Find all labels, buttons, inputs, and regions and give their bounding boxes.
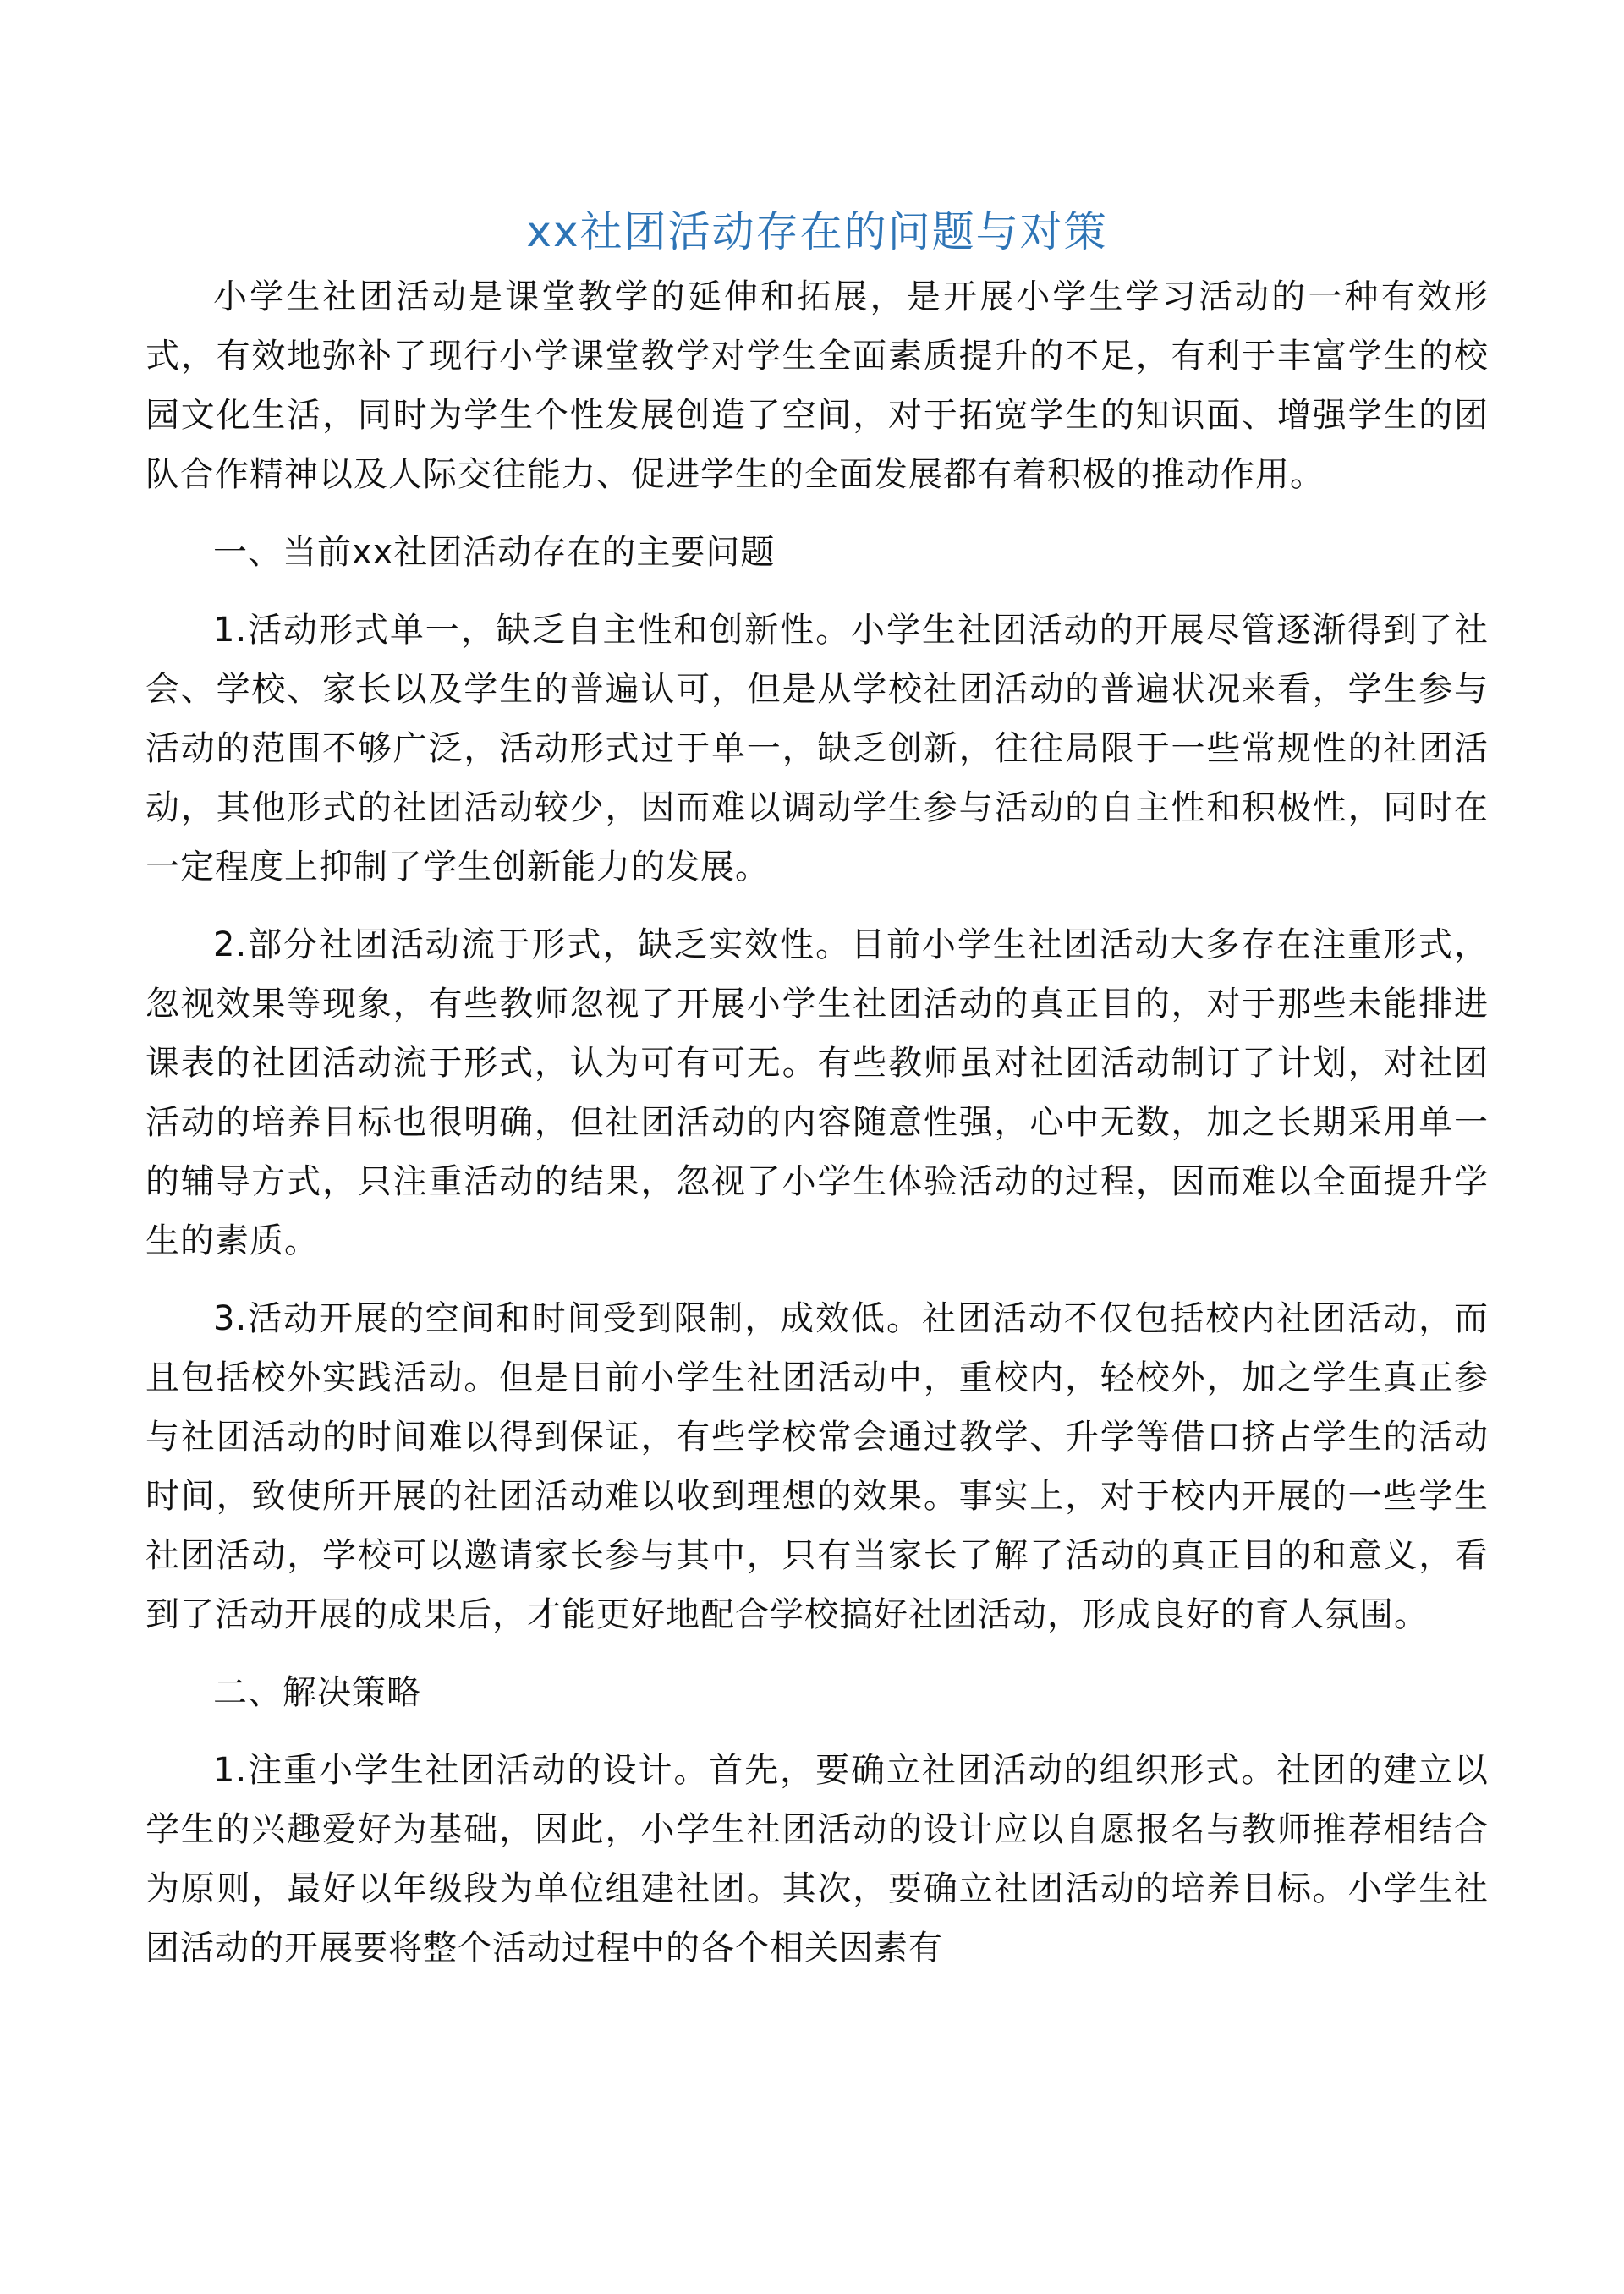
document-body [145, 196, 1489, 1978]
solution-paragraph-1: 1.注重小学生社团活动的设计。首先，要确立社团活动的组织形式。社团的建立以学生的兴趣爱好为基础，因此，小学生社团活动的设计应以自愿报名与教师推荐相结合为原则，最好以年级段为单位组建社团。其次，要确立社团活动的培养目标。小学生社团活动的开展要将整个活动过程中的各个相关因素有 [145, 1751, 1489, 1967]
problem-paragraph-1: 1.活动形式单一，缺乏自主性和创新性。小学生社团活动的开展尽管逐渐得到了社会、学校、家长以及学生的普遍认可，但是从学校社团活动的普遍状况来看，学生参与活动的范围不够广泛，活动形式过于单一，缺乏创新，往往局限于一些常规性的社团活动，其他形式的社团活动较少，因而难以调动学生参与活动的自主性和积极性，同时在一定程度上抑制了学生创新能力的发展。 [145, 611, 1489, 886]
intro-paragraph: 小学生社团活动是课堂教学的延伸和拓展，是开展小学生学习活动的一种有效形式，有效地弥补了现行小学课堂教学对学生全面素质提升的不足，有利于丰富学生的校园文化生活，同时为学生个性发展创造了空间，对于拓宽学生的知识面、增强学生的团队合作精神以及人际交往能力、促进学生的全面发展都有着积极的推动作用。 [145, 277, 1489, 494]
section-heading-solutions: 二、解决策略 [213, 1673, 421, 1712]
problem-paragraph-3: 3.活动开展的空间和时间受到限制，成效低。社团活动不仅包括校内社团活动，而且包括校外实践活动。但是目前小学生社团活动中，重校内，轻校外，加之学生真正参与社团活动的时间难以得到保证，有些学校常会通过教学、升学等借口挤占学生的活动时间，致使所开展的社团活动难以收到理想的效果。事实上，对于校内开展的一些学生社团活动，学校可以邀请家长参与其中，只有当家长了解了活动的真正目的和意义，看到了活动开展的成果后，才能更好地配合学校搞好社团活动，形成良好的育人氛围。 [145, 1299, 1489, 1634]
document-title: xx社团活动存在的问题与对策 [526, 207, 1108, 256]
section-heading-problems: 一、当前xx社团活动存在的主要问题 [213, 533, 776, 572]
problem-paragraph-2: 2.部分社团活动流于形式，缺乏实效性。目前小学生社团活动大多存在注重形式，忽视效果等现象，有些教师忽视了开展小学生社团活动的真正目的，对于那些未能排进课表的社团活动流于形式，认为可有可无。有些教师虽对社团活动制订了计划，对社团活动的培养目标也很明确，但社团活动的内容随意性强，心中无数，加之长期采用单一的辅导方式，只注重活动的结果，忽视了小学生体验活动的过程，因而难以全面提升学生的素质。 [145, 925, 1489, 1260]
